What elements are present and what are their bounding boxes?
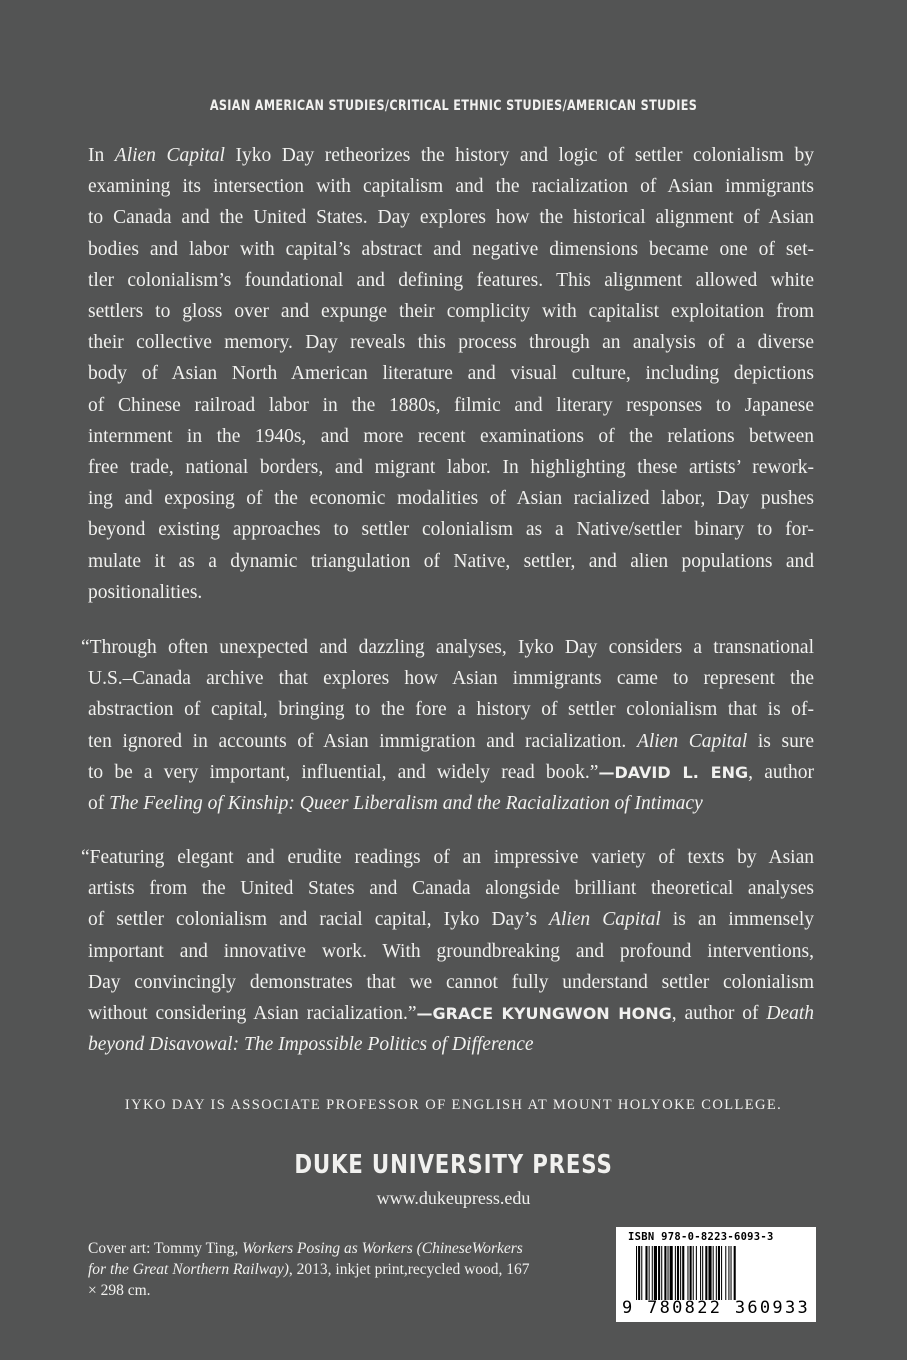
barcode-bar — [664, 1246, 666, 1300]
text-run: U.S.–Canada archive that explores how Asian immigrants came to represent the — [88, 668, 814, 690]
text-line — [88, 967, 814, 998]
text-run: recycled wood, 167 × 298 cm. — [88, 1261, 530, 1299]
text-run: Iyko Day retheorizes the history and logic of settler colonialism by — [224, 145, 814, 166]
text-line — [88, 757, 814, 788]
isbn-number: ISBN 978-0-8223-6093-3 — [628, 1231, 774, 1243]
text-run: of settler colonialism and racial capital, Iyko Day’s — [88, 909, 550, 931]
text-run: Cover art: Tommy Ting, — [88, 1240, 243, 1257]
text-line — [81, 842, 814, 873]
text-run: Day convincingly demonstrates that we cannot fully understand settler colonialism — [88, 971, 814, 993]
text-line — [88, 577, 814, 608]
barcode-bar — [641, 1246, 642, 1300]
text-run: of Chinese railroad labor in the 1880s, filmic and literary responses to Japanese — [88, 394, 814, 416]
text-run: Alien Capital — [549, 909, 661, 931]
text-run: mulate it as a dynamic triangulation of Native, settler, and alien populations and — [88, 550, 814, 572]
text-run: to be a very important, influential, and widely read book.” — [88, 761, 599, 783]
text-line — [88, 296, 814, 327]
text-run: , 2013, inkjet print, — [288, 1261, 408, 1278]
text-run: internment in the 1940s, and more recent examinations of the relations between — [88, 425, 814, 447]
text-line — [88, 452, 814, 483]
text-line — [88, 390, 814, 421]
barcode-bar — [696, 1246, 697, 1300]
text-run: —GRACE KYUNGWON HONG — [416, 1004, 672, 1024]
barcode-bar — [677, 1246, 679, 1300]
text-run: ten ignored in accounts of Asian immigration and racialization. — [88, 730, 637, 752]
text-run: Death — [766, 1003, 814, 1025]
barcode-bar — [670, 1246, 673, 1300]
text-line — [88, 421, 814, 452]
text-line — [88, 788, 814, 819]
text-run: abstraction of capital, bringing to the fore a history of settler colonialism that is of- — [88, 699, 814, 721]
text-run: In — [88, 145, 115, 166]
text-line — [88, 998, 814, 1029]
text-run: important and innovative work. With groundbreaking and profound interventions, — [88, 940, 814, 962]
barcode-bar — [649, 1246, 650, 1300]
text-run: to Canada and the United States. Day explores how the historical alignment of Asian — [88, 207, 814, 229]
text-line — [88, 546, 814, 577]
barcode-bar — [702, 1246, 703, 1300]
text-line — [88, 327, 814, 358]
barcode-bar — [731, 1246, 732, 1300]
text-line — [88, 171, 814, 202]
barcode-bars — [636, 1246, 808, 1300]
text-line — [88, 904, 814, 935]
barcode-bar — [638, 1246, 640, 1300]
text-run: is an immensely — [660, 909, 814, 931]
barcode-bar — [690, 1246, 692, 1300]
author-bio: IYKO DAY IS ASSOCIATE PROFESSOR OF ENGLISH AT MOUNT HOLYOKE COLLEGE. — [124, 1097, 783, 1113]
barcode-bar — [725, 1246, 726, 1300]
barcode-bar — [675, 1246, 676, 1300]
text-line — [81, 632, 814, 663]
text-run: tler colonialism’s foundational and defining features. This alignment allowed white — [88, 269, 814, 291]
barcode-bar — [652, 1246, 653, 1300]
text-line — [88, 936, 814, 967]
text-run: artists from the United States and Canada alongside brilliant theoretical analyses — [88, 878, 814, 900]
barcode-bar — [680, 1246, 681, 1300]
publisher-url: www.dukeupress.edu — [376, 1188, 531, 1208]
text-line — [88, 358, 814, 389]
text-line — [88, 694, 814, 725]
text-line — [88, 483, 814, 514]
book-description — [88, 140, 814, 608]
barcode-bar — [700, 1246, 701, 1300]
barcode-bar — [705, 1246, 707, 1300]
text-run: beyond Disavowal: The Impossible Politics of Difference — [88, 1034, 534, 1056]
text-run: bodies and labor with capital’s abstract and negative dimensions became one of set- — [88, 238, 814, 260]
text-run: ing and exposing of the economic modalities of Asian racialized labor, Day pushes — [88, 488, 814, 510]
text-run: “Featuring elegant and erudite readings of an impressive variety of texts by Asian — [81, 847, 814, 868]
text-run: positionalities. — [88, 581, 203, 603]
barcode-bar — [636, 1246, 637, 1300]
text-run: —DAVID L. ENG — [598, 762, 749, 782]
text-run: settlers to gloss over and expunge their complicity with capitalist exploitation from — [88, 301, 814, 323]
text-run: examining its intersection with capitalism and the racialization of Asian immigrants — [88, 176, 814, 198]
text-run: of — [88, 793, 110, 815]
barcode-digits: 9 780822 360933 — [622, 1298, 811, 1318]
text-run: free trade, national borders, and migrant labor. In highlighting these artists’ rework- — [88, 457, 814, 479]
text-run: is sure — [747, 730, 814, 752]
text-run: beyond existing approaches to settler colonialism as a Native/settler binary to for- — [88, 519, 814, 541]
text-line — [88, 1240, 472, 1257]
barcode-bar — [645, 1246, 647, 1300]
text-line — [88, 265, 814, 296]
text-run: without considering Asian racialization.” — [88, 1003, 417, 1025]
text-line — [88, 726, 814, 757]
barcode-bar — [734, 1246, 736, 1300]
barcode-bar — [728, 1246, 729, 1300]
text-run: body of Asian North American literature and visual culture, including depictions — [88, 363, 814, 385]
text-line — [88, 514, 814, 545]
text-run: Workers for the Great Northern Railway) — [88, 1240, 523, 1278]
barcode-bar — [716, 1246, 717, 1300]
barcode-bar — [687, 1246, 688, 1300]
barcode-bar — [721, 1246, 722, 1300]
text-run: , author of — [671, 1003, 767, 1025]
text-line — [88, 202, 814, 233]
text-run: The Feeling of Kinship: Queer Liberalism and the Racialization of Intimacy — [109, 793, 703, 815]
text-line — [88, 1029, 814, 1060]
barcode-bar — [718, 1246, 720, 1300]
barcode-bar — [658, 1246, 660, 1300]
text-run: Alien Capital — [114, 145, 225, 166]
text-run: their collective memory. Day reveals this process through an analysis of a diverse — [88, 332, 814, 354]
text-line — [88, 663, 814, 694]
barcode-bar — [682, 1246, 684, 1300]
endorsement-grace-hong — [81, 842, 814, 1060]
text-line — [88, 140, 814, 171]
text-line — [88, 873, 814, 904]
text-run: “Through often unexpected and dazzling analyses, Iyko Day considers a transnational — [81, 637, 814, 658]
text-run: Workers Posing as Workers (Chinese — [242, 1240, 472, 1257]
isbn-barcode — [616, 1227, 816, 1322]
text-line — [88, 234, 814, 265]
barcode-bar — [661, 1246, 662, 1300]
text-run: Alien Capital — [636, 730, 748, 752]
endorsement-david-eng — [81, 632, 815, 819]
barcode-bar — [693, 1246, 694, 1300]
barcode-bar — [668, 1246, 669, 1300]
publisher-name: DUKE UNIVERSITY PRESS — [294, 1150, 613, 1180]
barcode-bar — [713, 1246, 714, 1300]
barcode-bar — [654, 1246, 657, 1300]
cover-art-credit — [88, 1238, 538, 1301]
category-heading: ASIAN AMERICAN STUDIES/CRITICAL ETHNIC STUDIES/AMERICAN STUDIES — [209, 98, 698, 114]
text-run: , author — [748, 761, 815, 783]
barcode-bar — [708, 1246, 711, 1300]
